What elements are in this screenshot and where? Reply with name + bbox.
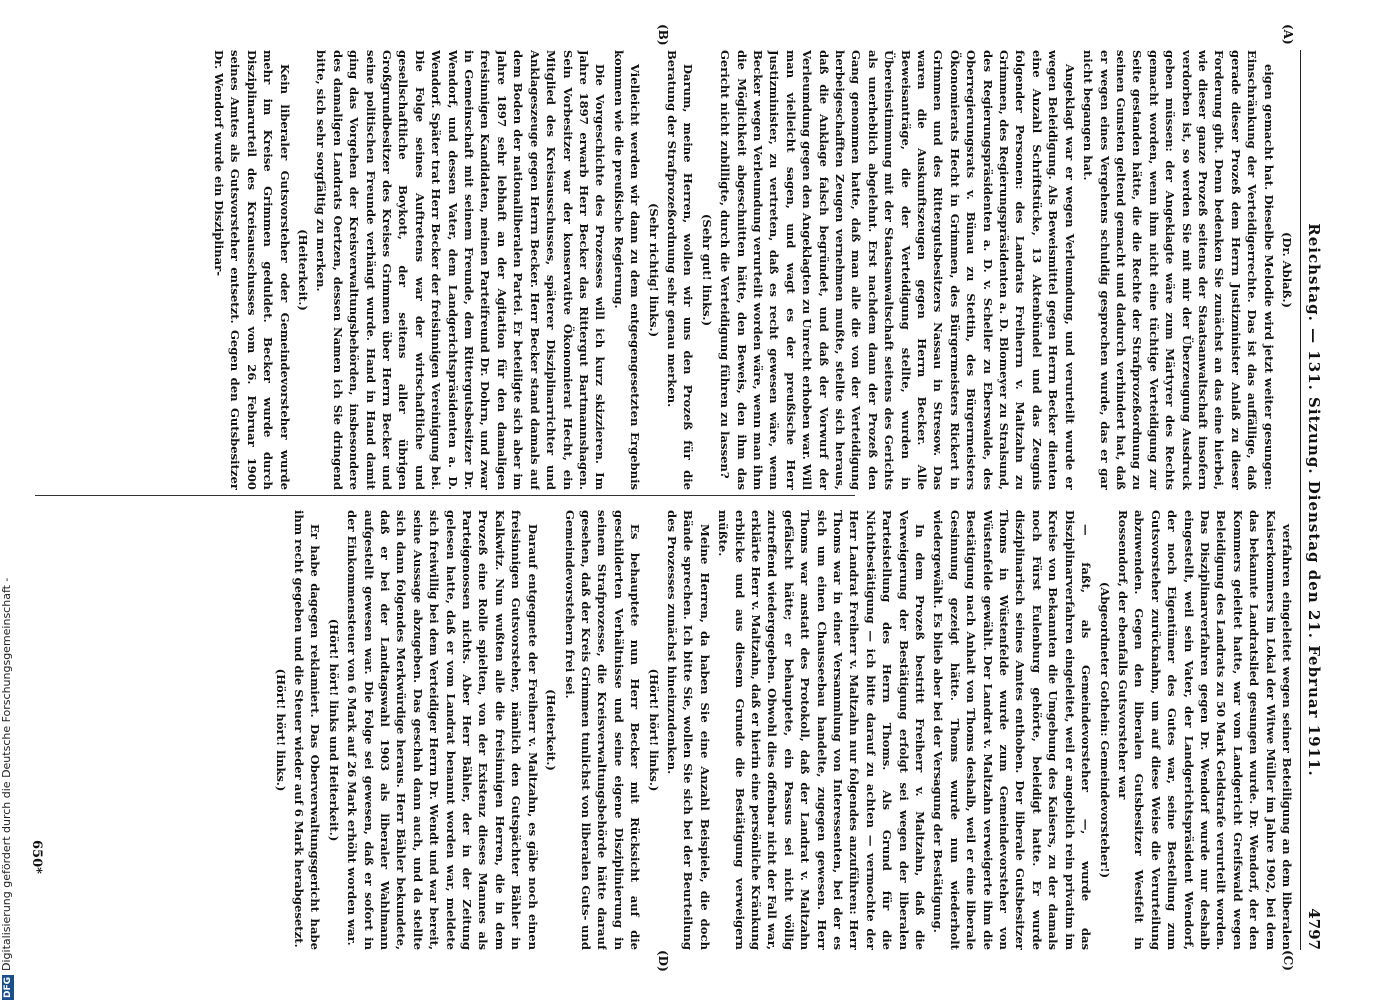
interjection: (Hört! hört! links.) — [646, 668, 661, 792]
paragraph: Meine Herren, da haben Sie eine Anzahl Beispiele, die doch Bände sprechen. Ich bitte Sie, wollen Sie sich bei der Beurteilung des Prozesses zunächst hineinzudenken. — [664, 510, 712, 950]
margin-mark-c: (C) — [1281, 950, 1295, 971]
paragraph: verfahren eingeleitet wegen seiner Beteiligung an dem liberalen Kaiserkommers im Lokal der Witwe Müller im Jahre 1902, bei dem das bekannte Landratslied gesungen wurde. Dr. Wendorf, der den Kommers geleitet hatte, war vom Landgericht Greifswald wegen Beleidigung des Landrats zu 50 Mark Geldstrafe verurteilt worden. Das Disziplinarverfahren gegen Dr. Wendorf wurde nur deshalb eingestellt, weil sein Vater, der Landgerichtspräsident Wendorf, der noch Eigentümer des Gutes war, seine Bestellung zum Gutsvorsteher zurücknahm, um auf diese Weise die Verurteilung abzuwenden. Gegen den liberalen Gutsbesitzer Westfelt in Rossendorf, der ebenfalls Gutsvorsteher war — [1115, 510, 1294, 950]
paragraph: In dem Prozeß bestritt Freiherr v. Maltzahn, daß die Verweigerung der Bestätigung erfolgt sei wegen der liberalen Parteistellung des Herrn Thoms. Als Grund für die Nichtbestätigung — ich bitte darauf zu achten — vermochte der Herr Landrat Freiherr v. Maltzahn nur folgendes anzuführen: Herr Thoms war in einer Versammlung von Interessenten, bei der es sich um einen Chausseebau handelte, zugegen gewesen. Herr Thoms war anstatt des Protokoll, daß der Landrat v. Maltzahn gefälscht hätte; er behauptete, ein Passus sei nicht völlig zutreffend wiedergegeben. Obwohl dies offenbar nicht der Fall war, erklärte Herr v. Maltzahn, daß er hierin eine persönliche Kränkung erblicke und aus diesem Grunde die Bestätigung verweigern müßte. — [716, 510, 928, 950]
column-divider — [35, 495, 855, 496]
page-title: Reichstag. — 131. Sitzung. Dienstag den 21. Februar 1911. — [1305, 223, 1323, 777]
page-number: 4797 — [1305, 908, 1323, 950]
interjection: (Hört! hört! links und Heiterkeit.) — [326, 618, 341, 842]
paragraph: Angeklagt war er wegen Verleumdung, und verurteilt wurde er wegen Beleidigung. Als Beweismittel gegen Herrn Becker dienten eine Anzahl Schriftstücke, 13 Aktenbündel und das Zeugnis folgender Personen: des Landrats Freiherrn v. Maltzahn zu Grimmen, des Regierungspräsidenten a. D. Blomeyer zu Stralsund, des Regierungspräsidenten a. D. v. Scheller zu Eberswalde, des Oberregierungsrats v. Bünau zu Stettin, des Bürgermeisters Ökonomierats Hecht in Grimmen, des Bürgermeisters Rickert in Grimmen und des Rittergutsbesitzers Nassau in Stresow. Das waren die Auskunftszeugen gegen Herrn Becker. Alle Beweisanträge, die der Verteidigung stellte, wurden in Übereinstimmung mit der Staatsanwaltschaft seitens des Gerichts als unerheblich abgelehnt. Erst nachdem dann der Prozeß den Gang genommen hatte, daß man alle die von der Verteidigung herbeigeschafften Zeugen vernehmen mußte, stellte sich heraus, daß die Anklage falsch begründet, und daß der Vorwurf der Verleumdung gegen den Angeklagten zu Unrecht erhoben war. Will man vielleicht sagen, und wagt es der preußische Herr Justizminister, zu vertreten, daß es recht gewesen wäre, wenn Becker wegen Verleumdung verurteilt worden wäre, wenn man ihm die Möglichkeit abgeschnitten hätte, den Beweis, den ihm das Gericht nicht zubilligte, durch die Verteidigung führen zu lassen? — [718, 50, 1077, 490]
interjection: (Abgeordneter Gothein: Gemeindevorsteher!) — [1097, 581, 1112, 879]
paragraph: Die Vorgeschichte des Prozesses will ich kurz skizzieren. Im Jahre 1897 erwarb Herr Becker das Rittergut Bartmannshagen. Sein Vorbesitzer war der konservative Ökonomierat Hecht, ein Mitglied des Kreisausschusses, späterer Disziplinarrichter und Anklageszeuge gegen Herrn Becker. Herr Becker stand damals auf dem Boden der nationalliberalen Partei. Er beteiligte sich aber im Jahre 1897 sehr lebhaft an der Agitation für den damaligen freisinnigen Kandidaten, meinen Parteifreund Dr. Dohrn, und zwar in Gemeinschaft mit seinem Freunde, dem Rittergutsbesitzer Dr. Wendorf, und dessen Vater, dem Landgerichtspräsidenten a. D. Wendorf. Später trat Herr Becker der freisinnigen Vereinigung bei. Die Folge seines Auftretens war der wirtschaftliche und gesellschaftliche Boykott, der seitens aller übrigen Großgrundbesitzer des Kreises Grimmen über Herrn Becker und seine politischen Freunde verhängt wurde. Hand in Hand damit ging das Vorgehen der Kreisverwaltungsbehörden, insbesondere des damaligen Landrats Oertzen, dessen Namen ich Sie dringend bitte, sich sehr sorgfältig zu merken. — [314, 50, 608, 490]
speaker-name: (Dr. Ablaß.) — [1280, 231, 1294, 308]
footer-text: Digitalisierung gefördert durch die Deutsche Forschungsgemeinschaft - — [0, 577, 13, 971]
paragraph: Es behauptete nun Herr Becker mit Rücksicht auf die geschilderten Verhältnisse und seine eigene Disziplinierung in seinem Strafprozesse, die Kreisverwaltungsbehörde hätte darauf gesehen, daß der Kreis Grimmen tunlichst von liberalen Guts- und Gemeindevorstehern frei sei. — [562, 510, 643, 950]
margin-mark-b: (B) — [656, 24, 670, 46]
left-column — [45, 510, 1295, 950]
scanned-page — [25, 20, 1325, 980]
dfg-logo: DFG — [3, 976, 13, 998]
right-column — [45, 50, 1295, 490]
page-signature: 650* — [29, 840, 44, 874]
paragraph: Vielleicht werden wir dann zu dem entgegengesetzten Ergebnis kommen wie die preußische Regierung. — [611, 50, 643, 490]
interjection: (Sehr gut! links.) — [699, 213, 714, 327]
paragraph: Er habe dagegen reklamiert. Das Oberverwaltungsgericht habe ihm recht gegeben und die Steuer wieder auf 6 Mark herabgesetzt. — [292, 510, 323, 950]
paragraph: Darauf entgegnete der Freiherr v. Maltzahn, es gäbe noch einen freisinnigen Gutsvorsteher, nämlich den Gutspächter Bähler in Kalkwitz. Nun wußten alle die freisinnigen Herren, die in dem Prozeß eine Rolle spielten, von der Existenz dieses Mannes als Parteigenossen nichts. Aber Herr Bähler, der in der Zeitung gelesen hatte, daß er vom Landrat benannt worden war, meldete sich freiwillig bei dem Verteidiger Herrn Dr. Wendt und war bereit, seine Aussage abzugeben. Das geschah dann auch, und da stellte sich dann folgendes Merkwürdige heraus. Herr Bähler bekundete, daß er bei der Landtagswahl 1903 als liberaler Wahlmann aufgestellt gewesen war. Die Folge sei gewesen, daß er sofort in der Einkommensteuer von 6 Mark auf 26 Mark erhöht worden war. — [345, 510, 540, 950]
paragraph: — faßt, als Gemeindevorsteher —, wurde das Disziplinarverfahren eingeleitet, weil er angeblich rein privatim im Kreise von Bekannten die Umgebung des Kaisers, zu der damals noch Fürst Eulenburg gehörte, beleidigt hatte. Er wurde disziplinarisch seines Amtes enthoben. Der liberale Gutsbesitzer Thoms in Wüstenfelde wurde zum Gemeindevorsteher von Wüstenfelde gewählt. Der Landrat v. Maltzahn verweigerte ihm die Bestätigung nach Anhalt von Thoms deshalb, weil er eine liberale Gesinnung gezeigt hätte. Thoms wurde nun wiederholt wiedergewählt. Es blieb aber bei der Versagung der Bestätigung. — [931, 510, 1094, 950]
interjection: (Sehr richtig! links.) — [646, 202, 661, 338]
digitization-footer — [0, 0, 14, 1000]
interjection: (Heiterkeit.) — [296, 229, 311, 311]
margin-mark-a: (A) — [1281, 24, 1295, 45]
interjection: (Heiterkeit.) — [544, 689, 559, 771]
margin-mark-d: (D) — [656, 950, 670, 972]
interjection: (Hört! hört! links.) — [273, 668, 288, 792]
page-header — [1300, 50, 1323, 950]
paragraph: Kein liberaler Gutsvorsteher oder Gemeindevorsteher wurde mehr im Kreise Grimmen geduldet. Becker wurde durch Disziplinarurteil des Kreisausschusses vom 26. Februar 1900 seines Amtes als Gutsvorsteher entsetzt. Gegen den Gutsbesitzer Dr. Wendorf wurde ein Disziplinar- — [212, 50, 292, 490]
paragraph: Darum, meine Herren, wollen wir uns den Prozeß für die Beratung der Strafprozeßordnung sehr genau merken. — [664, 50, 696, 490]
paragraph: eigen gemacht hat. Dieselbe Melodie wird jetzt weiter gesungen: Einschränkung der Verteidigerrechte. Das ist das auffällige, daß gerade dieser Prozeß dem Herrn Justizminister Anlaß zu dieser Forderung gibt. Denn bedenken Sie zunächst an das eine hierbei, wie dieser ganze Prozeß seitens der Staatsanwaltschaft insofern verdorben ist, so werden Sie mit mir der Überzeugung Ausdruck geben müssen: der Angeklagte wäre zum Märtyrer des Rechts gemacht worden, wenn ihm nicht eine tüchtige Verteidigung zur Seite gestanden hätte, die die Rechte der Strafprozeßordnung zu seinen Gunsten geltend gemacht und dadurch verhindert hat, daß er wegen eines Vergehens schuldig gesprochen wurde, das er gar nicht begangen hat. — [1081, 50, 1276, 490]
